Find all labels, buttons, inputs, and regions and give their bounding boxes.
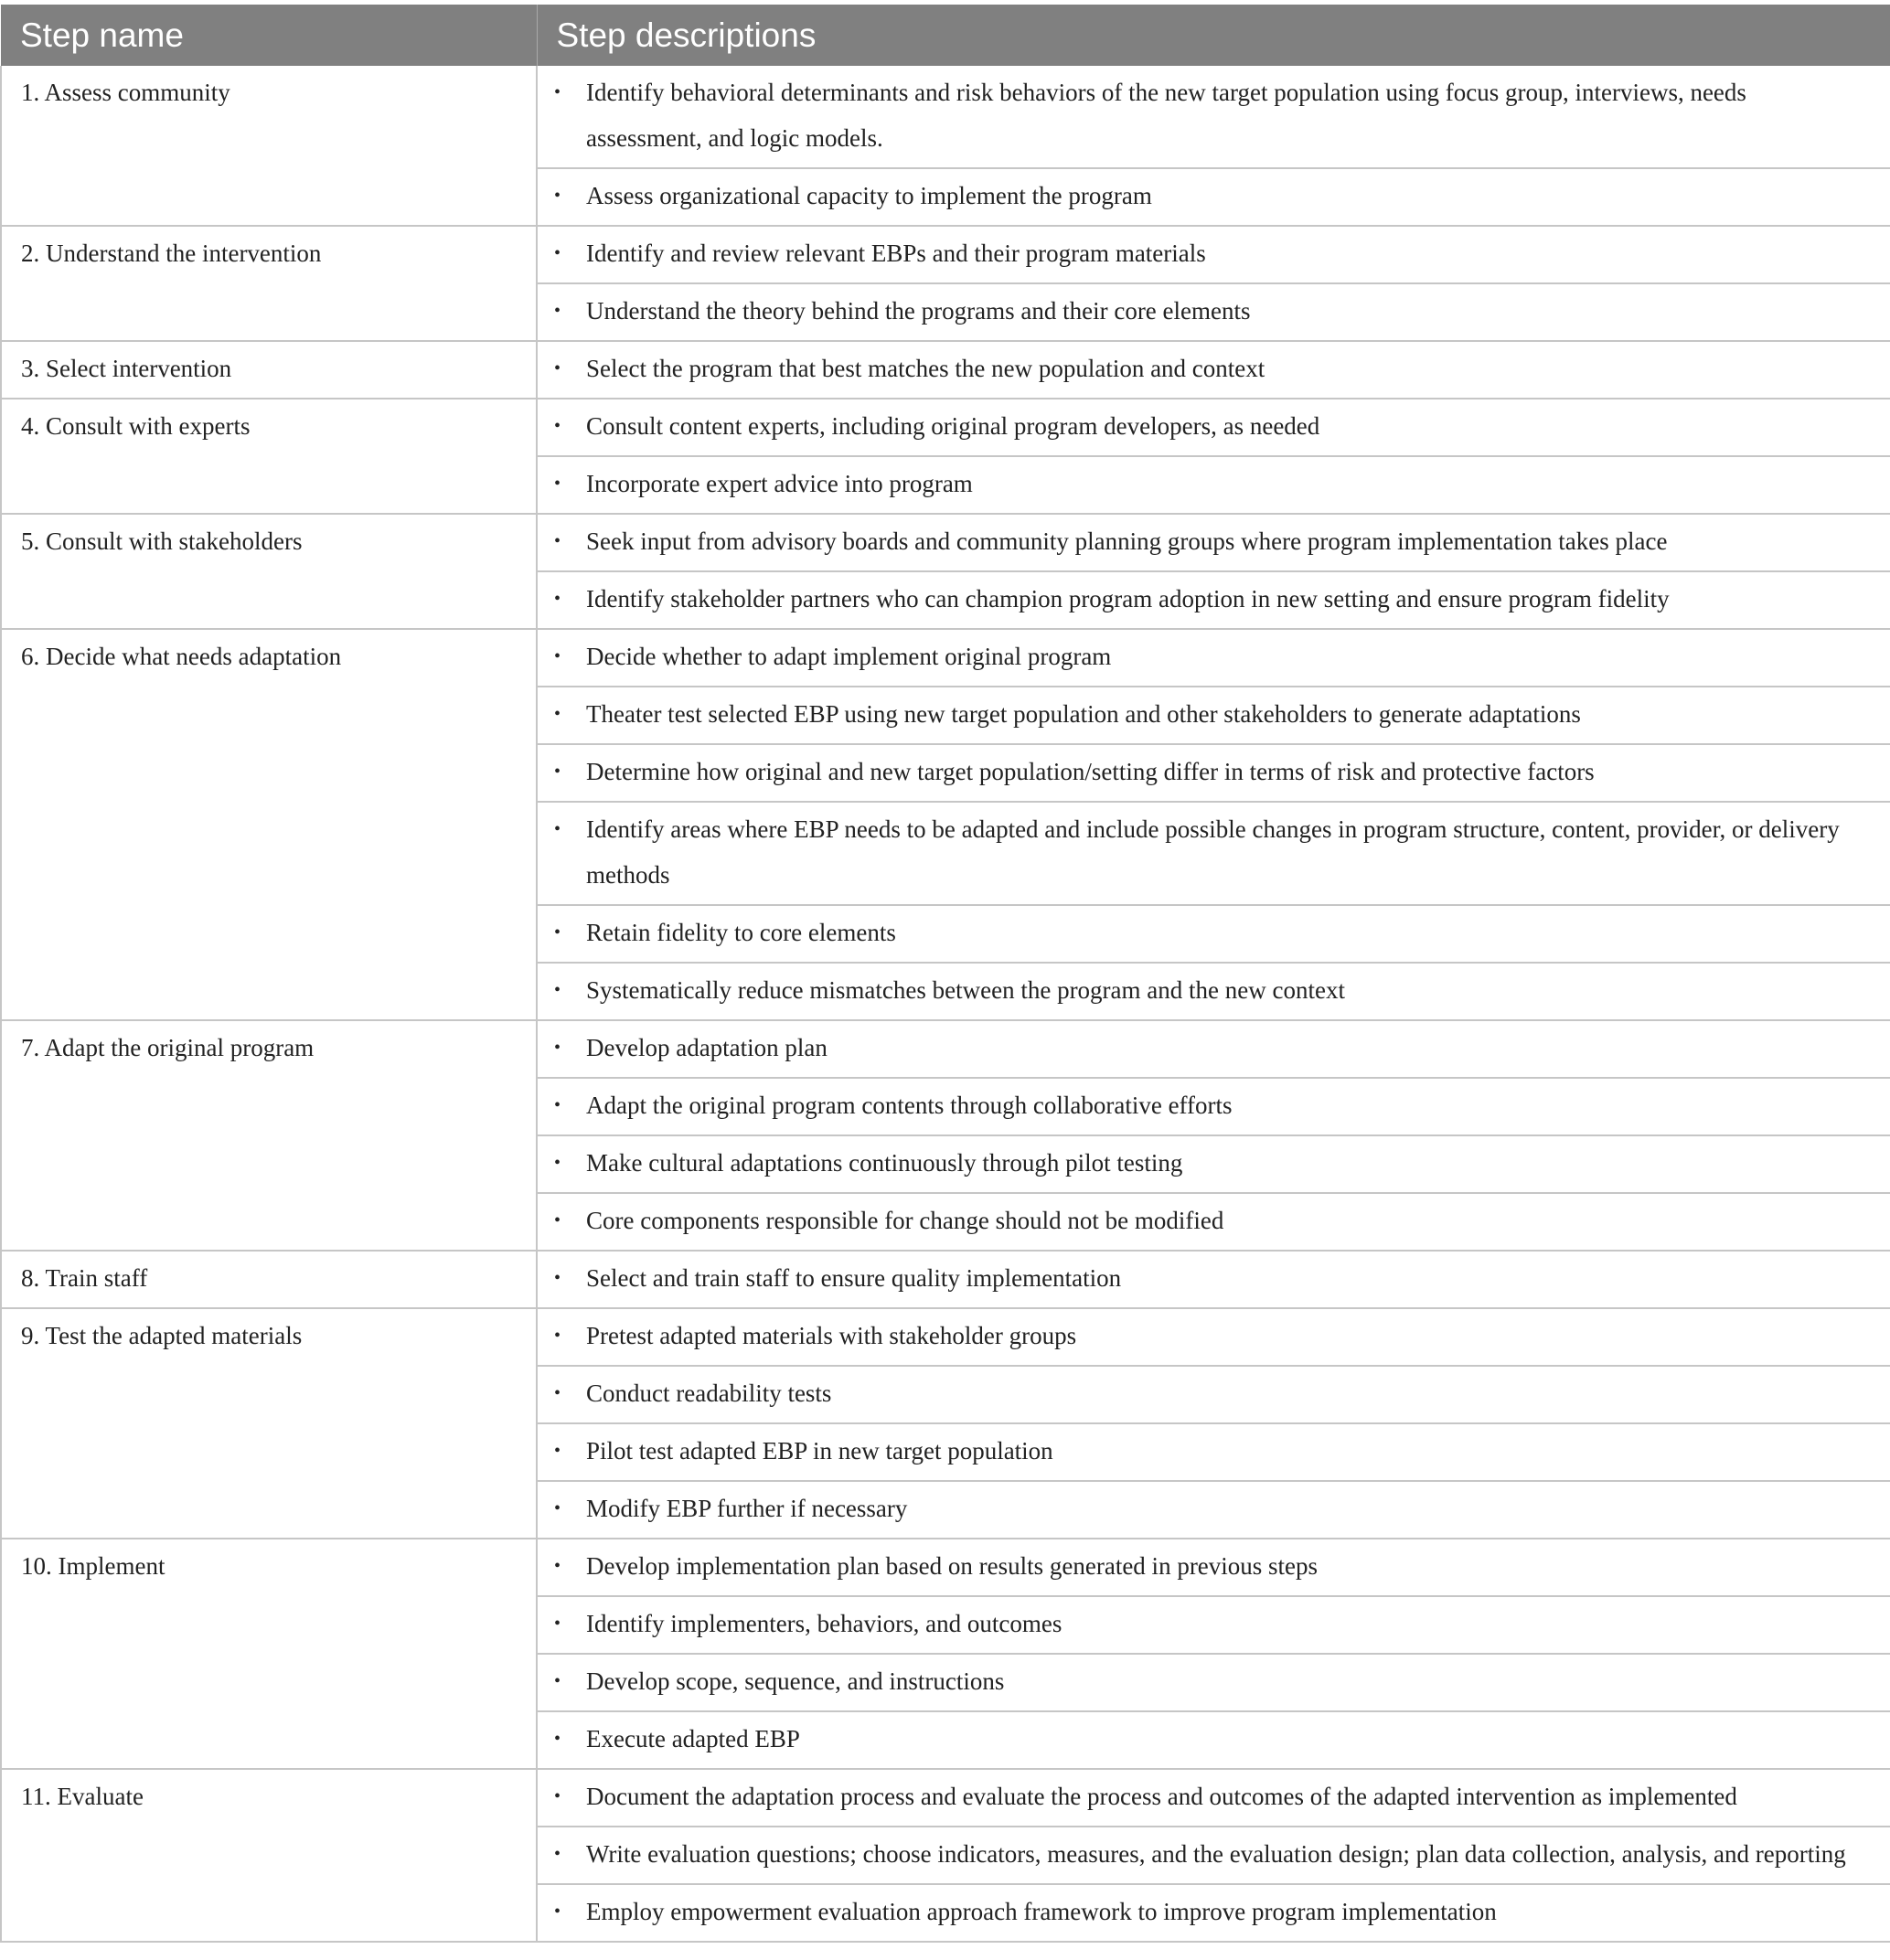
step-description-text: Document the adaptation process and evaluate the process and outcomes of the adapted intervention as implemented bbox=[586, 1783, 1737, 1810]
step-name-cell: 2. Understand the intervention bbox=[1, 226, 537, 341]
list-item bbox=[538, 346, 1890, 391]
table-row bbox=[1, 1251, 1890, 1308]
list-item bbox=[538, 1774, 1890, 1819]
list-item bbox=[538, 1831, 1890, 1877]
table-row bbox=[1, 1769, 1890, 1827]
step-description-cell bbox=[537, 1308, 1890, 1366]
step-description-text: Identify behavioral determinants and risk behaviors of the new target population using focus group, interviews, needs assessment, and logic models. bbox=[586, 79, 1746, 152]
bullet-icon: • bbox=[554, 646, 561, 666]
step-name-cell: 7. Adapt the original program bbox=[1, 1020, 537, 1251]
step-description-cell bbox=[537, 226, 1890, 283]
step-description-text: Identify implementers, behaviors, and outcomes bbox=[586, 1610, 1062, 1637]
step-name-cell: 3. Select intervention bbox=[1, 341, 537, 399]
bullet-icon: • bbox=[554, 243, 561, 263]
step-description-cell bbox=[537, 1481, 1890, 1539]
step-description-text: Decide whether to adapt implement original program bbox=[586, 643, 1112, 670]
step-description-text: Systematically reduce mismatches between the program and the new context bbox=[586, 976, 1345, 1004]
step-description-cell bbox=[537, 1769, 1890, 1827]
table-header bbox=[1, 5, 1890, 66]
step-description-cell bbox=[537, 1596, 1890, 1654]
bullet-icon: • bbox=[554, 1556, 561, 1576]
list-item bbox=[538, 230, 1890, 276]
step-description-text: Select the program that best matches the new population and context bbox=[586, 355, 1265, 382]
step-description-cell bbox=[537, 1827, 1890, 1884]
step-description-cell bbox=[537, 963, 1890, 1020]
list-item bbox=[538, 1198, 1890, 1243]
table-row bbox=[1, 1539, 1890, 1596]
table-row bbox=[1, 399, 1890, 456]
bullet-icon: • bbox=[554, 1786, 561, 1806]
step-description-cell bbox=[537, 1251, 1890, 1308]
step-description-text: Develop adaptation plan bbox=[586, 1034, 828, 1061]
bullet-icon: • bbox=[554, 416, 561, 436]
step-description-text: Theater test selected EBP using new target population and other stakeholders to generate adaptations bbox=[586, 700, 1581, 728]
step-description-cell bbox=[537, 1078, 1890, 1135]
step-description-text: Identify and review relevant EBPs and their program materials bbox=[586, 240, 1206, 267]
table-body bbox=[1, 66, 1890, 1942]
step-description-cell bbox=[537, 66, 1890, 168]
bullet-icon: • bbox=[554, 1095, 561, 1115]
step-description-text: Make cultural adaptations continuously through pilot testing bbox=[586, 1149, 1183, 1177]
step-description-text: Pretest adapted materials with stakeholder groups bbox=[586, 1322, 1077, 1349]
bullet-icon: • bbox=[554, 704, 561, 724]
step-description-text: Identify areas where EBP needs to be adapted and include possible changes in program structure, content, provider, or delivery methods bbox=[586, 815, 1840, 889]
bullet-icon: • bbox=[554, 819, 561, 839]
bullet-icon: • bbox=[554, 762, 561, 782]
list-item bbox=[538, 403, 1890, 449]
step-name-cell: 10. Implement bbox=[1, 1539, 537, 1769]
step-description-cell bbox=[537, 802, 1890, 905]
step-name-cell: 11. Evaluate bbox=[1, 1769, 537, 1942]
bullet-icon: • bbox=[554, 358, 561, 378]
list-item bbox=[538, 1025, 1890, 1071]
step-description-cell bbox=[537, 905, 1890, 963]
bullet-icon: • bbox=[554, 980, 561, 1000]
bullet-icon: • bbox=[554, 1844, 561, 1864]
step-description-text: Seek input from advisory boards and community planning groups where program implementation takes place bbox=[586, 527, 1668, 555]
step-description-text: Core components responsible for change should not be modified bbox=[586, 1207, 1224, 1234]
step-description-cell bbox=[537, 168, 1890, 226]
list-item bbox=[538, 69, 1890, 161]
table-row bbox=[1, 629, 1890, 687]
step-description-cell bbox=[537, 687, 1890, 744]
list-item bbox=[538, 1428, 1890, 1474]
bullet-icon: • bbox=[554, 922, 561, 943]
step-description-text: Pilot test adapted EBP in new target population bbox=[586, 1437, 1053, 1465]
steps-table bbox=[0, 5, 1890, 1943]
step-name-cell: 8. Train staff bbox=[1, 1251, 537, 1308]
step-description-cell bbox=[537, 514, 1890, 571]
bullet-icon: • bbox=[554, 1498, 561, 1518]
list-item bbox=[538, 910, 1890, 955]
list-item bbox=[538, 1658, 1890, 1704]
step-name-cell: 4. Consult with experts bbox=[1, 399, 537, 514]
list-item bbox=[538, 1486, 1890, 1531]
step-description-cell bbox=[537, 571, 1890, 629]
list-item bbox=[538, 1601, 1890, 1646]
step-description-text: Consult content experts, including original program developers, as needed bbox=[586, 412, 1320, 440]
step-description-text: Adapt the original program contents through collaborative efforts bbox=[586, 1092, 1233, 1119]
bullet-icon: • bbox=[554, 1614, 561, 1634]
bullet-icon: • bbox=[554, 1210, 561, 1230]
bullet-icon: • bbox=[554, 531, 561, 551]
table-row bbox=[1, 66, 1890, 168]
step-description-cell bbox=[537, 456, 1890, 514]
bullet-icon: • bbox=[554, 1383, 561, 1403]
bullet-icon: • bbox=[554, 186, 561, 206]
bullet-icon: • bbox=[554, 1153, 561, 1173]
list-item bbox=[538, 1140, 1890, 1186]
step-description-cell bbox=[537, 1654, 1890, 1711]
step-description-cell bbox=[537, 1135, 1890, 1193]
step-description-text: Identify stakeholder partners who can champion program adoption in new setting and ensure program fidelity bbox=[586, 585, 1670, 612]
step-description-cell bbox=[537, 399, 1890, 456]
table-row bbox=[1, 1020, 1890, 1078]
list-item bbox=[538, 1716, 1890, 1762]
header-step-descriptions: Step descriptions bbox=[537, 5, 1890, 66]
step-description-text: Execute adapted EBP bbox=[586, 1725, 800, 1752]
step-description-text: Develop implementation plan based on results generated in previous steps bbox=[586, 1552, 1319, 1580]
list-item bbox=[538, 576, 1890, 622]
list-item bbox=[538, 1370, 1890, 1416]
step-description-text: Retain fidelity to core elements bbox=[586, 919, 896, 946]
list-item bbox=[538, 518, 1890, 564]
step-name-cell: 9. Test the adapted materials bbox=[1, 1308, 537, 1539]
step-description-cell bbox=[537, 1423, 1890, 1481]
bullet-icon: • bbox=[554, 1729, 561, 1749]
step-description-text: Develop scope, sequence, and instructions bbox=[586, 1667, 1005, 1695]
bullet-icon: • bbox=[554, 1671, 561, 1691]
step-description-cell bbox=[537, 1711, 1890, 1769]
table-row bbox=[1, 1308, 1890, 1366]
header-step-name: Step name bbox=[1, 5, 537, 66]
step-description-text: Understand the theory behind the programs and their core elements bbox=[586, 297, 1251, 325]
list-item bbox=[538, 967, 1890, 1013]
step-description-cell bbox=[537, 1020, 1890, 1078]
step-name-cell: 5. Consult with stakeholders bbox=[1, 514, 537, 629]
bullet-icon: • bbox=[554, 589, 561, 609]
step-description-cell bbox=[537, 1193, 1890, 1251]
bullet-icon: • bbox=[554, 82, 561, 102]
step-description-text: Select and train staff to ensure quality implementation bbox=[586, 1264, 1122, 1292]
step-description-text: Modify EBP further if necessary bbox=[586, 1495, 908, 1522]
list-item bbox=[538, 1313, 1890, 1358]
step-description-text: Incorporate expert advice into program bbox=[586, 470, 973, 497]
step-description-cell bbox=[537, 1884, 1890, 1942]
list-item bbox=[538, 1082, 1890, 1128]
bullet-icon: • bbox=[554, 1038, 561, 1058]
step-description-cell bbox=[537, 629, 1890, 687]
table-row bbox=[1, 514, 1890, 571]
list-item bbox=[538, 1543, 1890, 1589]
step-description-text: Conduct readability tests bbox=[586, 1379, 832, 1407]
list-item bbox=[538, 461, 1890, 506]
bullet-icon: • bbox=[554, 1901, 561, 1922]
header-row bbox=[1, 5, 1890, 66]
list-item bbox=[538, 1255, 1890, 1301]
bullet-icon: • bbox=[554, 1326, 561, 1346]
bullet-icon: • bbox=[554, 301, 561, 321]
step-name-cell: 6. Decide what needs adaptation bbox=[1, 629, 537, 1020]
step-description-text: Determine how original and new target population/setting differ in terms of risk and protective factors bbox=[586, 758, 1595, 785]
list-item bbox=[538, 634, 1890, 679]
step-name-cell: 1. Assess community bbox=[1, 66, 537, 226]
step-description-cell bbox=[537, 1539, 1890, 1596]
table-row bbox=[1, 341, 1890, 399]
step-description-cell bbox=[537, 1366, 1890, 1423]
step-description-text: Write evaluation questions; choose indicators, measures, and the evaluation design; plan data collection, analysis, and reporting bbox=[586, 1840, 1846, 1868]
list-item bbox=[538, 173, 1890, 218]
list-item bbox=[538, 749, 1890, 794]
step-description-cell bbox=[537, 283, 1890, 341]
list-item bbox=[538, 288, 1890, 334]
step-description-text: Assess organizational capacity to implement the program bbox=[586, 182, 1152, 209]
list-item bbox=[538, 1889, 1890, 1934]
step-description-text: Employ empowerment evaluation approach framework to improve program implementation bbox=[586, 1898, 1497, 1925]
list-item bbox=[538, 806, 1890, 898]
step-description-cell bbox=[537, 341, 1890, 399]
step-description-cell bbox=[537, 744, 1890, 802]
bullet-icon: • bbox=[554, 474, 561, 494]
bullet-icon: • bbox=[554, 1268, 561, 1288]
table-row bbox=[1, 226, 1890, 283]
bullet-icon: • bbox=[554, 1441, 561, 1461]
list-item bbox=[538, 691, 1890, 737]
